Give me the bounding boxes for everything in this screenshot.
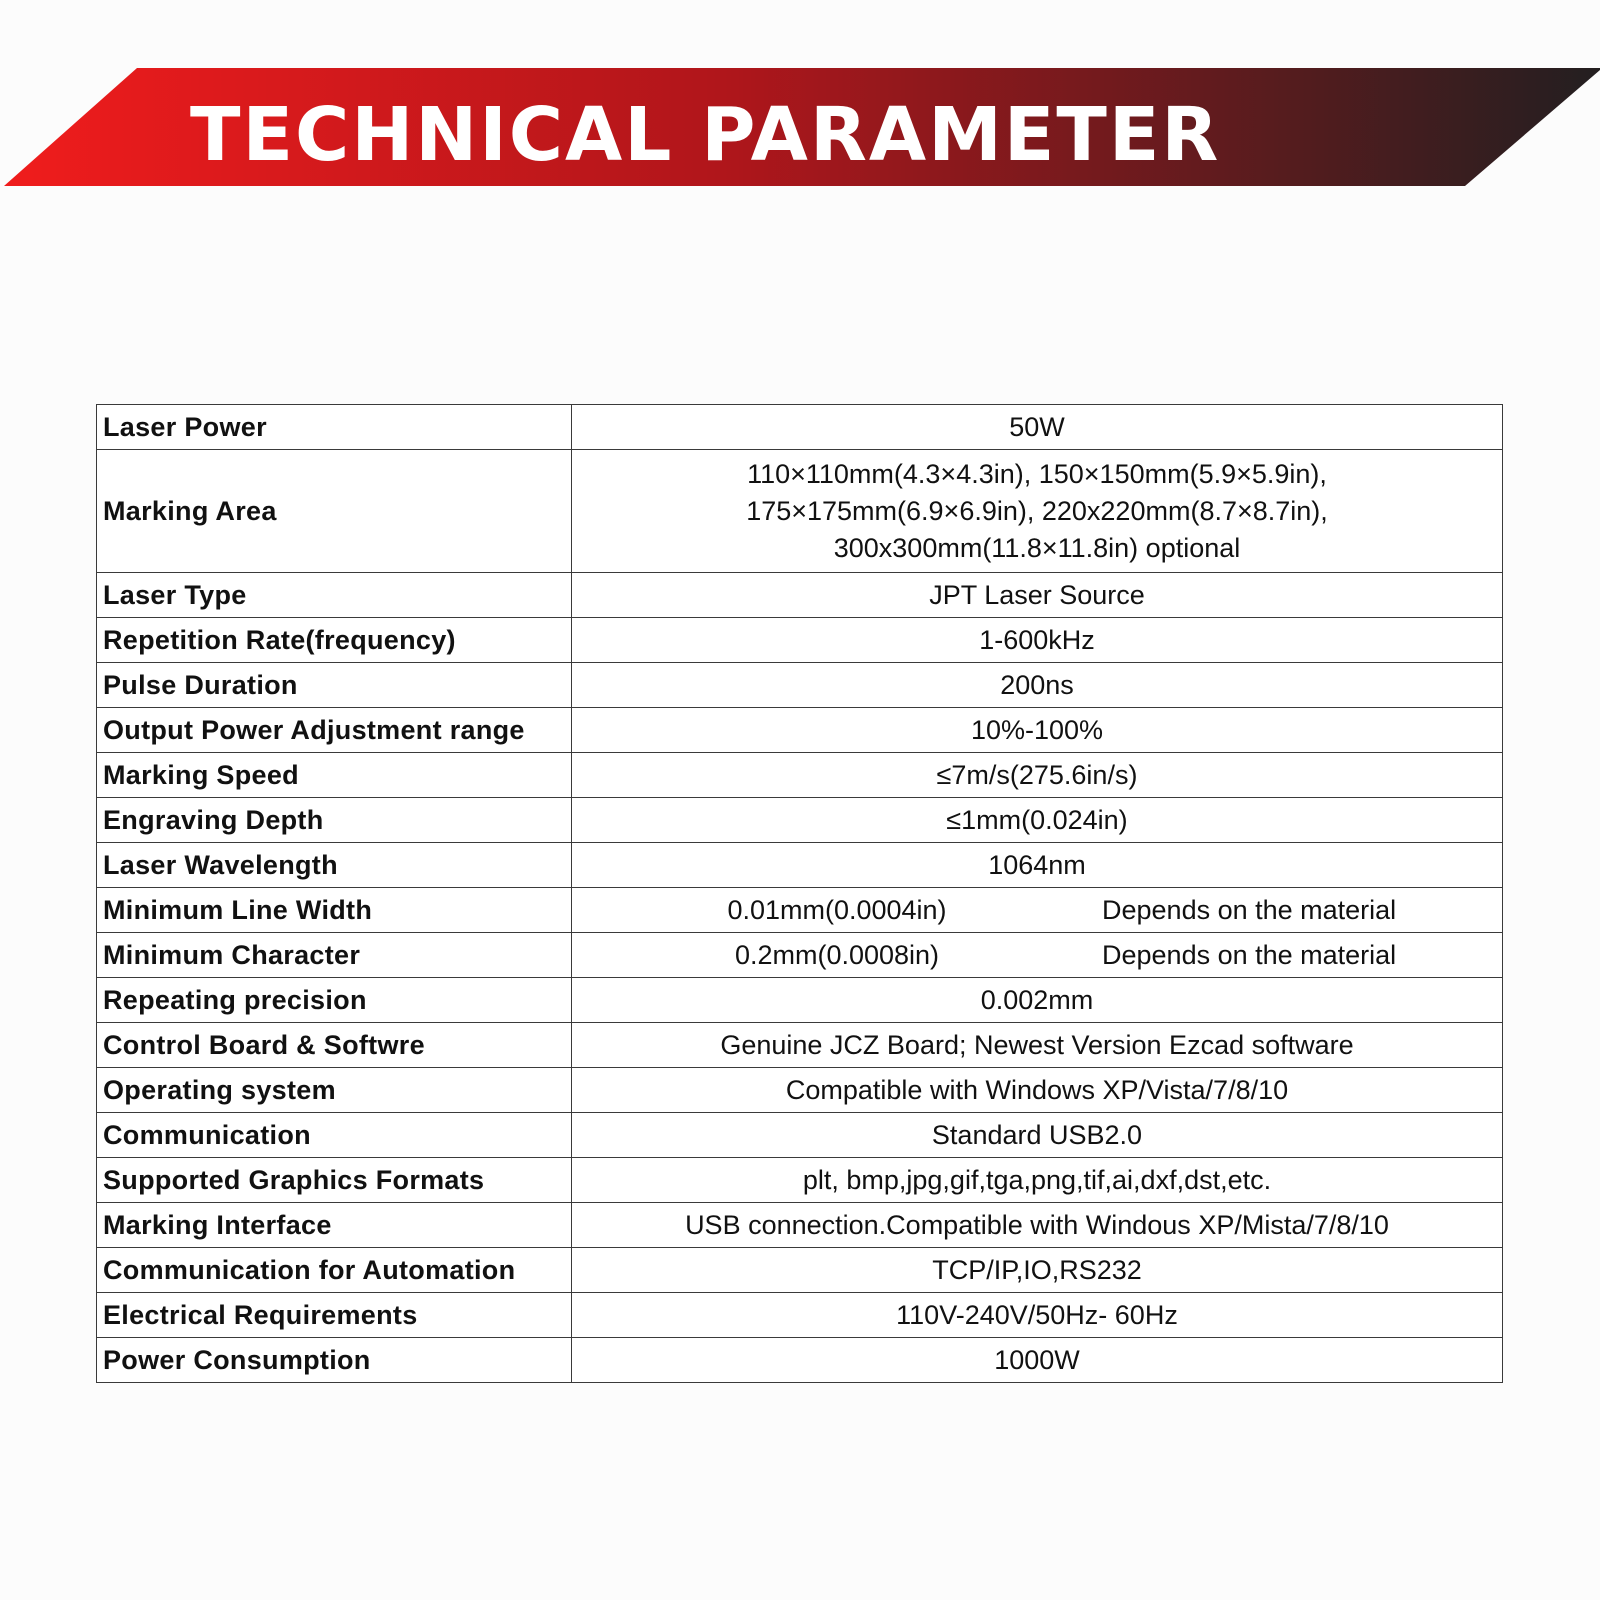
spec-label: Marking Speed — [97, 753, 572, 798]
spec-value-cell — [572, 888, 1503, 933]
spec-label: Minimum Line Width — [97, 888, 572, 933]
spec-row — [97, 708, 1503, 753]
spec-value-cell — [572, 1023, 1503, 1068]
spec-row — [97, 1068, 1503, 1113]
spec-value-cell — [572, 1068, 1503, 1113]
spec-value: Compatible with Windows XP/Vista/7/8/10 — [785, 1074, 1289, 1105]
spec-row — [97, 450, 1503, 573]
spec-value: USB connection.Compatible with Windous XP/Mista/7/8/10 — [685, 1209, 1389, 1240]
spec-note: Depends on the material — [1102, 894, 1397, 925]
spec-label: Engraving Depth — [97, 798, 572, 843]
spec-label: Marking Interface — [97, 1203, 572, 1248]
spec-label: Supported Graphics Formats — [97, 1158, 572, 1203]
spec-label: Output Power Adjustment range — [97, 708, 572, 753]
spec-row — [97, 405, 1503, 450]
spec-value-line: 300x300mm(11.8×11.8in) optional — [833, 532, 1241, 563]
spec-row — [97, 1113, 1503, 1158]
spec-value-line: 110×110mm(4.3×4.3in), 150×150mm(5.9×5.9in), — [747, 458, 1327, 489]
spec-value-cell — [572, 1293, 1503, 1338]
spec-value: plt, bmp,jpg,gif,tga,png,tif,ai,dxf,dst,etc. — [802, 1164, 1272, 1195]
spec-row — [97, 1158, 1503, 1203]
spec-label: Operating system — [97, 1068, 572, 1113]
spec-value-cell — [572, 573, 1503, 618]
spec-value-cell — [572, 405, 1503, 450]
spec-row — [97, 753, 1503, 798]
spec-row — [97, 978, 1503, 1023]
spec-row — [97, 1338, 1503, 1383]
spec-value-cell — [572, 1158, 1503, 1203]
header-banner — [0, 0, 1600, 200]
spec-table — [96, 404, 1503, 1383]
spec-row — [97, 1203, 1503, 1248]
spec-value: 0.2mm(0.0008in) — [734, 939, 940, 970]
spec-value: 1000W — [994, 1344, 1080, 1375]
spec-value-cell — [572, 1113, 1503, 1158]
spec-value-cell — [572, 708, 1503, 753]
spec-label: Laser Power — [97, 405, 572, 450]
spec-row — [97, 1248, 1503, 1293]
page-title: TECHNICAL PARAMETER — [190, 92, 1221, 178]
spec-value-cell — [572, 843, 1503, 888]
spec-row — [97, 1023, 1503, 1068]
spec-row — [97, 888, 1503, 933]
spec-row — [97, 933, 1503, 978]
spec-label: Communication for Automation — [97, 1248, 572, 1293]
spec-value-cell — [572, 933, 1503, 978]
spec-value: 10%-100% — [970, 714, 1104, 745]
spec-value: Standard USB2.0 — [931, 1119, 1143, 1150]
spec-row — [97, 798, 1503, 843]
spec-value: 50W — [1009, 411, 1065, 442]
spec-value: 110V-240V/50Hz- 60Hz — [896, 1299, 1178, 1330]
spec-value-cell — [572, 663, 1503, 708]
spec-value-cell — [572, 1338, 1503, 1383]
spec-row — [97, 573, 1503, 618]
spec-value-line: 175×175mm(6.9×6.9in), 220x220mm(8.7×8.7in), — [746, 495, 1328, 526]
spec-value: JPT Laser Source — [929, 579, 1145, 610]
spec-label: Power Consumption — [97, 1338, 572, 1383]
spec-value-cell — [572, 978, 1503, 1023]
spec-value: ≤7m/s(275.6in/s) — [936, 759, 1138, 790]
spec-label: Marking Area — [97, 450, 572, 573]
spec-value: 200ns — [1000, 669, 1074, 700]
spec-label: Minimum Character — [97, 933, 572, 978]
spec-label: Pulse Duration — [97, 663, 572, 708]
spec-row — [97, 1293, 1503, 1338]
spec-value-cell — [572, 450, 1503, 573]
spec-row — [97, 663, 1503, 708]
spec-label: Electrical Requirements — [97, 1293, 572, 1338]
spec-label: Laser Wavelength — [97, 843, 572, 888]
spec-value-cell — [572, 1248, 1503, 1293]
spec-note: Depends on the material — [1102, 939, 1397, 970]
spec-value-cell — [572, 753, 1503, 798]
spec-label: Communication — [97, 1113, 572, 1158]
spec-value: 0.01mm(0.0004in) — [727, 894, 947, 925]
spec-value: Genuine JCZ Board; Newest Version Ezcad software — [720, 1029, 1354, 1060]
spec-value: ≤1mm(0.024in) — [946, 804, 1128, 835]
spec-row — [97, 618, 1503, 663]
spec-value-cell — [572, 1203, 1503, 1248]
spec-value-cell — [572, 798, 1503, 843]
spec-label: Control Board & Softwre — [97, 1023, 572, 1068]
spec-label: Laser Type — [97, 573, 572, 618]
spec-value: 1064nm — [988, 849, 1086, 880]
spec-label: Repetition Rate(frequency) — [97, 618, 572, 663]
spec-row — [97, 843, 1503, 888]
spec-value-cell — [572, 618, 1503, 663]
spec-label: Repeating precision — [97, 978, 572, 1023]
spec-value: TCP/IP,IO,RS232 — [932, 1254, 1142, 1285]
spec-value: 0.002mm — [980, 984, 1094, 1015]
spec-value: 1-600kHz — [979, 624, 1095, 655]
